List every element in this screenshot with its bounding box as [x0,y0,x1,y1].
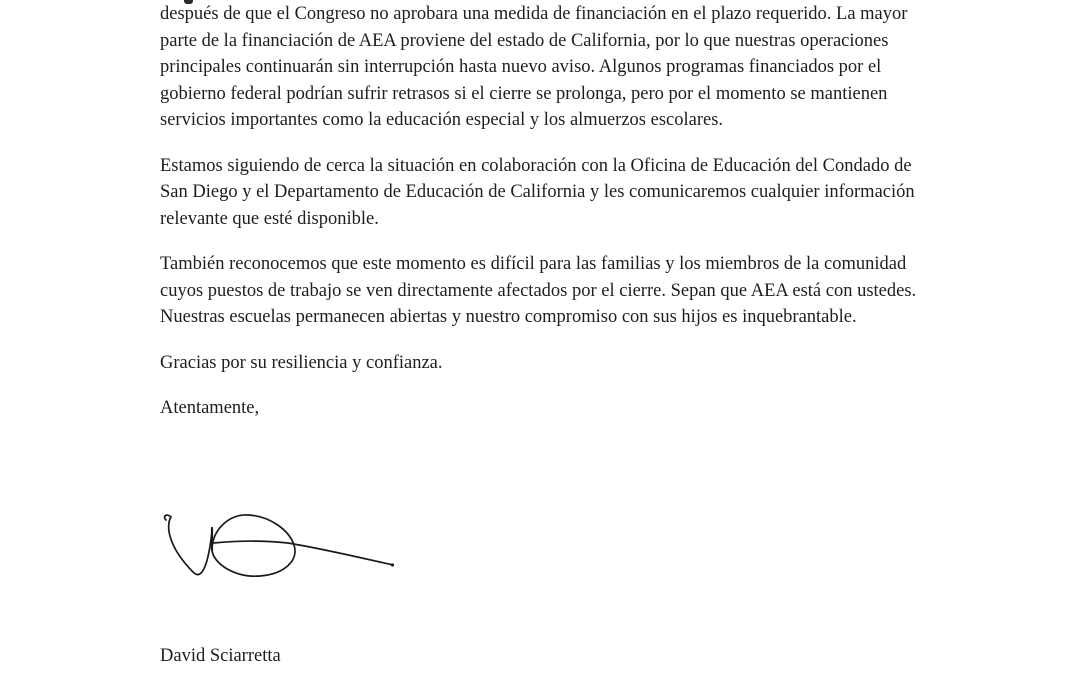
signature-name: David Sciarretta [160,646,281,666]
letter-paragraph-2: Estamos siguiendo de cerca la situación en colaboración con la Oficina de Educación del Condado de San Diego y el Departamento de Educación de California y les comunicaremos cualquier información relevante que esté disponible. [160,155,915,229]
letter-body [160,1,920,441]
letter-paragraph-3: También reconocemos que este momento es difícil para las familias y los miembros de la comunidad cuyos puestos de trabajo se ven directamente afectados por el cierre. Sepan que AEA está con ustedes. Nuestras escuelas permanecen abiertas y nuestro compromiso con sus hijos es inquebrantable. [160,254,917,327]
letter-closing-thanks: Gracias por su resiliencia y confianza. [160,352,443,373]
letter-salutation: Atentamente, [160,398,260,418]
letter-paragraph-1: después de que el Congreso no aprobara una medida de financiación en el plazo requerido. La mayor parte de la financiación de AEA proviene del estado de California, por lo que nuestras operaciones principales continuarán sin interrupción hasta nuevo aviso. Algunos programas financiados por el gobierno federal podrían sufrir retrasos si el cierre se prolonga, pero por el momento se mantienen servicios importantes como la educación especial y los almuerzos escolares. [160,4,908,130]
signature-scribble-icon [160,504,400,592]
handwritten-signature [160,504,400,592]
